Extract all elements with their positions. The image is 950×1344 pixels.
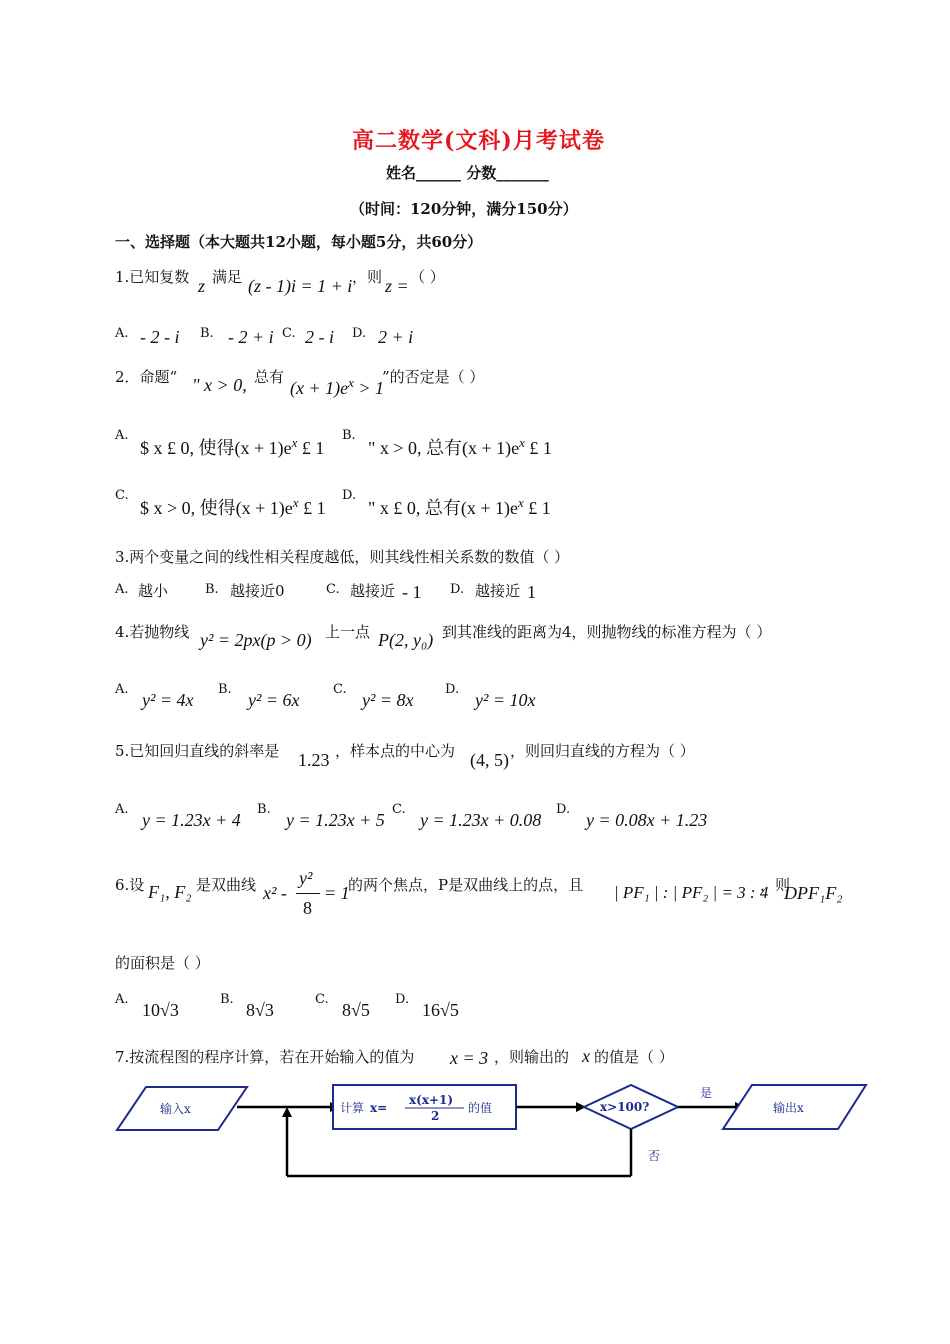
q2-option-a-label: A. <box>115 428 129 443</box>
q7-text-b: ，则输出的 <box>494 1048 570 1066</box>
question-1: 1.已知复数 <box>115 268 190 286</box>
q2-option-d-label: D. <box>342 488 357 503</box>
question-6: 6.设 <box>115 876 145 894</box>
flow-output-label: 输出x <box>773 1101 804 1115</box>
q3-option-a-label: A. <box>115 582 129 597</box>
question-7: 7.按流程图的程序计算，若在开始输入的值为 <box>115 1048 415 1066</box>
question-3: 3.两个变量之间的线性相关程度越低，则其线性相关系数的数值（ ） <box>115 548 570 566</box>
q5-option-d: y = 0.08x + 1.23 <box>586 810 708 830</box>
q1-option-d: 2 + i <box>378 327 414 347</box>
flow-arrowhead-4 <box>282 1107 292 1117</box>
q5-option-a: y = 1.23x + 4 <box>142 810 241 830</box>
q6-hyperbola-b: = 1 <box>324 883 350 903</box>
q6-option-d-label: D. <box>395 992 410 1007</box>
flow-compute-x: x= <box>370 1101 388 1115</box>
q5-option-d-label: D. <box>556 802 571 817</box>
q6-triangle: DPF₁F₂ <box>784 883 843 903</box>
q4-option-c: y² = 8x <box>362 690 414 710</box>
q3-option-b-label: B. <box>205 582 219 597</box>
flow-decision-label: x>100? <box>600 1100 650 1114</box>
q1-option-a: - 2 - i <box>140 327 180 347</box>
q6-frac-den: 8 <box>303 898 312 918</box>
q6-frac-num: y² <box>299 868 313 888</box>
q1-option-c-label: C. <box>282 326 296 341</box>
flow-no-label: 否 <box>648 1149 661 1163</box>
q6-option-c: 8√5 <box>342 1000 370 1020</box>
q6-text-e: 的面积是（ ） <box>115 954 210 972</box>
q6-option-a-label: A. <box>115 992 129 1007</box>
q1-paren: （ ） <box>410 268 445 286</box>
q2-option-a: $ x £ 0, 使得$(x + 1)e^x$ £ 1 <box>140 435 325 458</box>
q6-frac-bar <box>296 893 320 894</box>
q5-center: (4, 5) <box>470 750 509 770</box>
flow-frac-den: 2 <box>431 1109 440 1123</box>
q1-text-b: 满足 <box>212 268 243 286</box>
q2-option-d: " x £ 0, 总有$(x + 1)e^x$ £ 1 <box>368 495 551 518</box>
q2-text-b: 总有 <box>254 368 285 386</box>
q5-slope: 1.23 <box>298 750 330 770</box>
q7-x: x <box>582 1046 590 1066</box>
q4-option-a-label: A. <box>115 682 129 697</box>
q3-option-b: 越接近0 <box>230 582 285 600</box>
q4-option-d: y² = 10x <box>475 690 536 710</box>
q3-option-c: 越接近 <box>350 582 396 600</box>
q4-text-c: 到其准线的距离为4，则抛物线的标准方程为（ ） <box>442 623 772 641</box>
q6-option-a: 10√3 <box>142 1000 179 1020</box>
q1-option-b-label: B. <box>200 326 214 341</box>
q1-option-d-label: D. <box>352 326 367 341</box>
q5-option-b: y = 1.23x + 5 <box>286 810 385 830</box>
q2-option-c-label: C. <box>115 488 129 503</box>
q6-hyperbola-a: x² - <box>263 883 287 903</box>
q2-option-b-label: B. <box>342 428 356 443</box>
q4-point: P(2, y₀) <box>378 630 434 650</box>
q1-text-c: ，则 <box>352 268 383 286</box>
q6-foci: F₁, F₂ <box>148 882 192 902</box>
q2-option-c: $ x > 0, 使得$(x + 1)e^x$ £ 1 <box>140 495 326 518</box>
section-heading: 一、选择题（本大题共12小题，每小题5分，共60分） <box>115 233 483 251</box>
q3-option-d-math: 1 <box>527 582 536 602</box>
q6-option-b: 8√3 <box>246 1000 274 1020</box>
flow-compute-a: 计算 <box>340 1101 365 1115</box>
q2-option-b: " x > 0, 总有$(x + 1)e^x$ £ 1 <box>368 435 552 458</box>
q2-expr-a: " x > 0, <box>192 375 247 395</box>
q5-option-c-label: C. <box>392 802 406 817</box>
question-5: 5.已知回归直线的斜率是 <box>115 742 280 760</box>
q4-option-c-label: C. <box>333 682 347 697</box>
q2-text-c: ”的否定是（ ） <box>382 368 485 386</box>
question-2: 2．命题“ <box>115 368 178 386</box>
q3-option-a: 越小 <box>138 582 169 600</box>
flow-frac-num: x(x+1) <box>409 1093 454 1107</box>
q3-option-c-math: - 1 <box>402 582 422 602</box>
flowchart <box>0 1075 950 1195</box>
q4-parabola: y² = 2px(p > 0) <box>200 630 312 650</box>
q6-text-b: 是双曲线 <box>196 876 257 894</box>
q7-input-value: x = 3 <box>450 1048 489 1068</box>
question-4: 4.若抛物线 <box>115 623 190 641</box>
q3-option-d-label: D. <box>450 582 465 597</box>
q5-text-b: ，样本点的中心为 <box>335 742 456 760</box>
q4-option-b-label: B. <box>218 682 232 697</box>
q2-expr-b: $(x + 1)e^x > 1$ <box>290 375 385 398</box>
q6-option-b-label: B. <box>220 992 234 1007</box>
q6-text-c: 的两个焦点，P是双曲线上的点，且 <box>348 876 584 894</box>
q4-text-b: 上一点 <box>325 623 371 641</box>
q6-ratio: | PF₁ | : | PF₂ | = 3 : 4 <box>614 883 769 902</box>
q4-option-d-label: D. <box>445 682 460 697</box>
q5-option-c: y = 1.23x + 0.08 <box>420 810 542 830</box>
q1-option-a-label: A. <box>115 326 129 341</box>
q3-option-d: 越接近 <box>475 582 521 600</box>
q5-option-a-label: A. <box>115 802 129 817</box>
q1-option-c: 2 - i <box>305 327 334 347</box>
q4-option-b: y² = 6x <box>248 690 300 710</box>
q1-equation: (z - 1)i = 1 + i <box>248 276 353 296</box>
q5-option-b-label: B. <box>257 802 271 817</box>
q7-text-c: 的值是（ ） <box>594 1048 674 1066</box>
q1-z: z <box>198 276 206 296</box>
flow-yes-label: 是 <box>700 1086 713 1100</box>
q5-text-c: ，则回归直线的方程为（ ） <box>510 742 695 760</box>
flow-compute-b: 的值 <box>468 1101 493 1115</box>
q1-option-b: - 2 + i <box>228 327 274 347</box>
q6-option-d: 16√5 <box>422 1000 459 1020</box>
q4-option-a: y² = 4x <box>142 690 194 710</box>
q6-option-c-label: C. <box>315 992 329 1007</box>
name-score-line: 姓名______ 分数_______ <box>386 164 549 182</box>
q6-text-d: ，则 <box>760 876 791 894</box>
q1-z-equals: z = <box>385 276 409 296</box>
q3-option-c-label: C. <box>326 582 340 597</box>
time-note: （时间：120分钟，满分150分） <box>350 200 578 218</box>
page-title: 高二数学(文科)月考试卷 <box>352 128 605 154</box>
flow-input-label: 输入x <box>160 1102 191 1116</box>
